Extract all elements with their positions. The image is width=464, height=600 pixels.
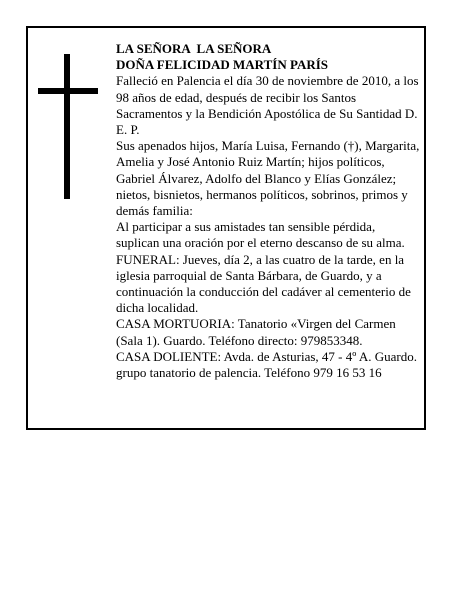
paragraph-casa-mortuoria: CASA MORTUORIA: Tanatorio «Virgen del Carmen (Sala 1). Guardo. Teléfono directo: 979853348. — [116, 316, 396, 348]
obituary-notice — [26, 26, 426, 430]
heading-name: DOÑA FELICIDAD MARTÍN PARÍS — [116, 57, 329, 73]
cross-icon — [38, 54, 98, 199]
cross-vertical-bar — [64, 54, 70, 199]
paragraph-tanatorio: grupo tanatorio de palencia. Teléfono 979 16 53 16 — [116, 365, 382, 381]
paragraph-family: Sus apenados hijos, María Luisa, Fernando (†), Margarita, Amelia y José Antonio Ruiz Martín; hijos políticos, Gabriel Álvarez, Adolfo del Blanco y Elías González; nietos, bisnietos, hermanos políticos, sobrinos, primos y demás familia: — [116, 138, 420, 219]
cross-horizontal-bar — [38, 88, 98, 94]
paragraph-death: Falleció en Palencia el día 30 de noviembre de 2010, a los 98 años de edad, después de recibir los Santos Sacramentos y la Bendición Apostólica de Su Santidad D. E. P. — [116, 73, 419, 138]
heading-title: LA SEÑORA LA SEÑORA — [116, 41, 272, 56]
paragraph-prayer: Al participar a sus amistades tan sensible pérdida, suplican una oración por el eterno descanso de su alma. — [116, 219, 405, 251]
paragraph-casa-doliente: CASA DOLIENTE: Avda. de Asturias, 47 - 4º A. Guardo. — [116, 348, 417, 364]
obituary-text — [116, 41, 420, 381]
paragraph-funeral: FUNERAL: Jueves, día 2, a las cuatro de la tarde, en la iglesia parroquial de Santa Bárbara, de Guardo, y a continuación la conducción del cadáver al cementerio de dicha localidad. — [116, 251, 411, 316]
